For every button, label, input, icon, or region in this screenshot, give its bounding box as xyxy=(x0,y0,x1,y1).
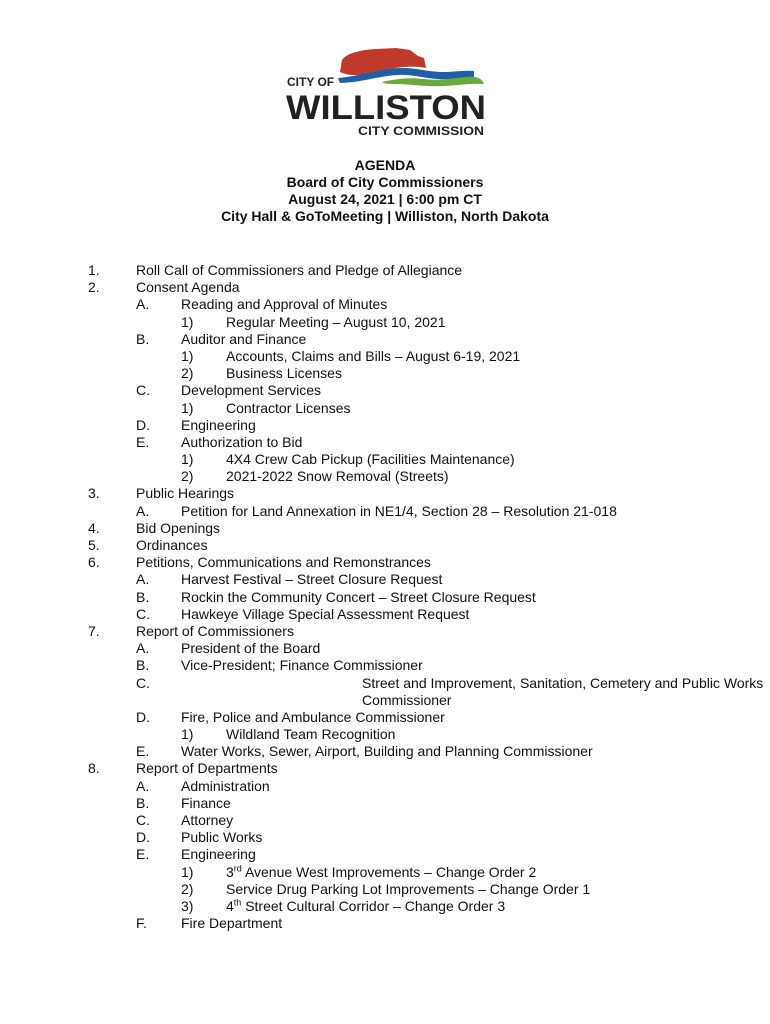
item-text: Attorney xyxy=(181,812,234,829)
item-number: 8. xyxy=(88,760,100,777)
item-text xyxy=(226,864,536,881)
item-text: 2021-2022 Snow Removal (Streets) xyxy=(226,468,449,485)
agenda-subitem xyxy=(0,382,770,399)
agenda-item xyxy=(0,760,770,777)
agenda-subsubitem xyxy=(0,451,770,468)
item-ordinal: 4 xyxy=(226,897,234,914)
item-text: Report of Commissioners xyxy=(136,622,294,639)
item-number: 1) xyxy=(181,863,194,880)
item-text: Administration xyxy=(181,777,270,794)
item-text: Accounts, Claims and Bills – August 6-19, 2021 xyxy=(226,347,521,364)
agenda-subitem xyxy=(0,829,770,846)
item-number: D. xyxy=(136,416,150,433)
agenda-subitem xyxy=(0,640,770,657)
agenda-subitem xyxy=(0,846,770,863)
agenda-subsubitem xyxy=(0,365,770,382)
item-text: Business Licenses xyxy=(226,365,342,382)
item-number: 1) xyxy=(181,313,194,330)
agenda-subsubitem xyxy=(0,348,770,365)
item-number: A. xyxy=(136,296,150,313)
agenda-subitem xyxy=(0,812,770,829)
agenda-item xyxy=(0,520,770,537)
item-text: Authorization to Bid xyxy=(181,433,303,450)
agenda-subsubitem xyxy=(0,314,770,331)
item-number: C. xyxy=(136,812,150,829)
agenda-list xyxy=(0,262,770,932)
item-text: Engineering xyxy=(181,846,256,863)
agenda-subitem xyxy=(0,503,770,520)
item-text: Hawkeye Village Special Assessment Request xyxy=(181,605,470,622)
item-number: 1. xyxy=(88,262,100,278)
agenda-subitem xyxy=(0,589,770,606)
item-text: Vice-President; Finance Commissioner xyxy=(181,657,423,674)
item-number: 4. xyxy=(88,519,100,536)
agenda-subitem xyxy=(0,709,770,726)
item-text: Harvest Festival – Street Closure Request xyxy=(181,571,443,588)
item-text: Service Drug Parking Lot Improvements – Change Order 1 xyxy=(226,880,591,897)
heading-location: City Hall & GoToMeeting | Williston, North Dakota xyxy=(221,208,549,224)
agenda-heading xyxy=(0,157,770,225)
logo-city-of: CITY OF xyxy=(287,75,335,89)
logo-city-commission: CITY COMMISSION xyxy=(358,124,484,138)
agenda-subsubitem xyxy=(0,468,770,485)
agenda-subitem xyxy=(0,743,770,760)
agenda-subitem xyxy=(0,417,770,434)
item-number: C. xyxy=(136,605,150,622)
item-number: D. xyxy=(136,708,150,725)
agenda-item xyxy=(0,554,770,571)
agenda-item xyxy=(0,623,770,640)
item-number: B. xyxy=(136,588,150,605)
item-text: Public Hearings xyxy=(136,485,235,502)
item-text: Petition for Land Annexation in NE1/4, Section 28 – Resolution 21-018 xyxy=(181,502,617,519)
item-number: 2) xyxy=(181,468,194,485)
item-number: 3) xyxy=(181,897,194,914)
item-text: Fire, Police and Ambulance Commissioner xyxy=(181,708,445,725)
item-number: C. xyxy=(136,382,150,399)
city-logo xyxy=(284,44,490,140)
item-text: Public Works xyxy=(181,829,263,846)
agenda-subsubitem xyxy=(0,400,770,417)
item-number: A. xyxy=(136,640,150,657)
agenda-item xyxy=(0,537,770,554)
item-number: B. xyxy=(136,330,150,347)
item-text: Development Services xyxy=(181,382,322,399)
agenda-subitem xyxy=(0,296,770,313)
agenda-subsubitem xyxy=(0,864,770,881)
item-number: 2) xyxy=(181,365,194,382)
item-number: B. xyxy=(136,657,150,674)
item-text-rest: Avenue West Improvements – Change Order 2 xyxy=(244,863,537,880)
item-number: 5. xyxy=(88,537,100,553)
agenda-subitem xyxy=(0,606,770,623)
item-number: 3. xyxy=(88,485,100,502)
agenda-subitem xyxy=(0,571,770,588)
item-number: E. xyxy=(136,433,150,450)
agenda-subsubitem xyxy=(0,726,770,743)
item-text: Bid Openings xyxy=(136,519,221,536)
heading-date: August 24, 2021 | 6:00 pm CT xyxy=(288,191,482,207)
item-ordinal: 3 xyxy=(226,863,234,880)
item-number: 1) xyxy=(181,347,194,364)
logo-williston: WILLISTON xyxy=(286,89,486,127)
item-text: Roll Call of Commissioners and Pledge of Allegiance xyxy=(136,262,463,278)
item-number: F. xyxy=(136,915,147,932)
item-text: Contractor Licenses xyxy=(226,399,351,416)
item-text: Report of Departments xyxy=(136,760,278,777)
item-text: Water Works, Sewer, Airport, Building and Planning Commissioner xyxy=(181,743,593,760)
item-text: Ordinances xyxy=(136,537,208,553)
agenda-subitem xyxy=(0,675,770,709)
item-number: 1) xyxy=(181,399,194,416)
item-text: President of the Board xyxy=(181,640,321,657)
item-text: Petitions, Communications and Remonstrances xyxy=(136,554,431,571)
item-text: Consent Agenda xyxy=(136,279,240,296)
item-text: Rockin the Community Concert – Street Closure Request xyxy=(181,588,536,605)
agenda-subitem xyxy=(0,434,770,451)
agenda-subitem xyxy=(0,795,770,812)
item-number: E. xyxy=(136,846,150,863)
item-number: A. xyxy=(136,571,150,588)
item-text: Auditor and Finance xyxy=(181,330,307,347)
agenda-subitem xyxy=(0,915,770,932)
item-text: Street and Improvement, Sanitation, Cemetery and Public Works Commissioner xyxy=(362,674,764,708)
agenda-subitem xyxy=(0,657,770,674)
item-text: Engineering xyxy=(181,416,256,433)
item-number: D. xyxy=(136,829,150,846)
agenda-item xyxy=(0,262,770,279)
item-number: 1) xyxy=(181,451,194,468)
heading-board: Board of City Commissioners xyxy=(286,174,484,190)
agenda-subsubitem xyxy=(0,881,770,898)
agenda-item xyxy=(0,485,770,502)
item-ordinal-suffix: rd xyxy=(233,862,242,873)
item-text: 4X4 Crew Cab Pickup (Facilities Maintenance) xyxy=(226,451,515,468)
item-number: 7. xyxy=(88,622,100,639)
agenda-subitem xyxy=(0,331,770,348)
item-text: Fire Department xyxy=(181,915,283,932)
item-number: 1) xyxy=(181,726,194,743)
item-ordinal-suffix: th xyxy=(233,897,242,908)
item-text: Wildland Team Recognition xyxy=(226,726,396,743)
agenda-subitem xyxy=(0,778,770,795)
agenda-item xyxy=(0,279,770,296)
item-text: Finance xyxy=(181,794,231,811)
item-number: 2. xyxy=(88,279,100,296)
item-number: A. xyxy=(136,502,150,519)
item-number: C. xyxy=(136,674,150,691)
item-number: 2) xyxy=(181,880,194,897)
item-number: A. xyxy=(136,777,150,794)
item-text-rest: Street Cultural Corridor – Change Order 3 xyxy=(245,897,506,914)
heading-title: AGENDA xyxy=(354,157,416,173)
item-number: 6. xyxy=(88,554,100,571)
item-text: Regular Meeting – August 10, 2021 xyxy=(226,313,446,330)
item-number: B. xyxy=(136,794,150,811)
item-text xyxy=(226,898,505,915)
agenda-subsubitem xyxy=(0,898,770,915)
item-number: E. xyxy=(136,743,150,760)
item-text: Reading and Approval of Minutes xyxy=(181,296,388,313)
